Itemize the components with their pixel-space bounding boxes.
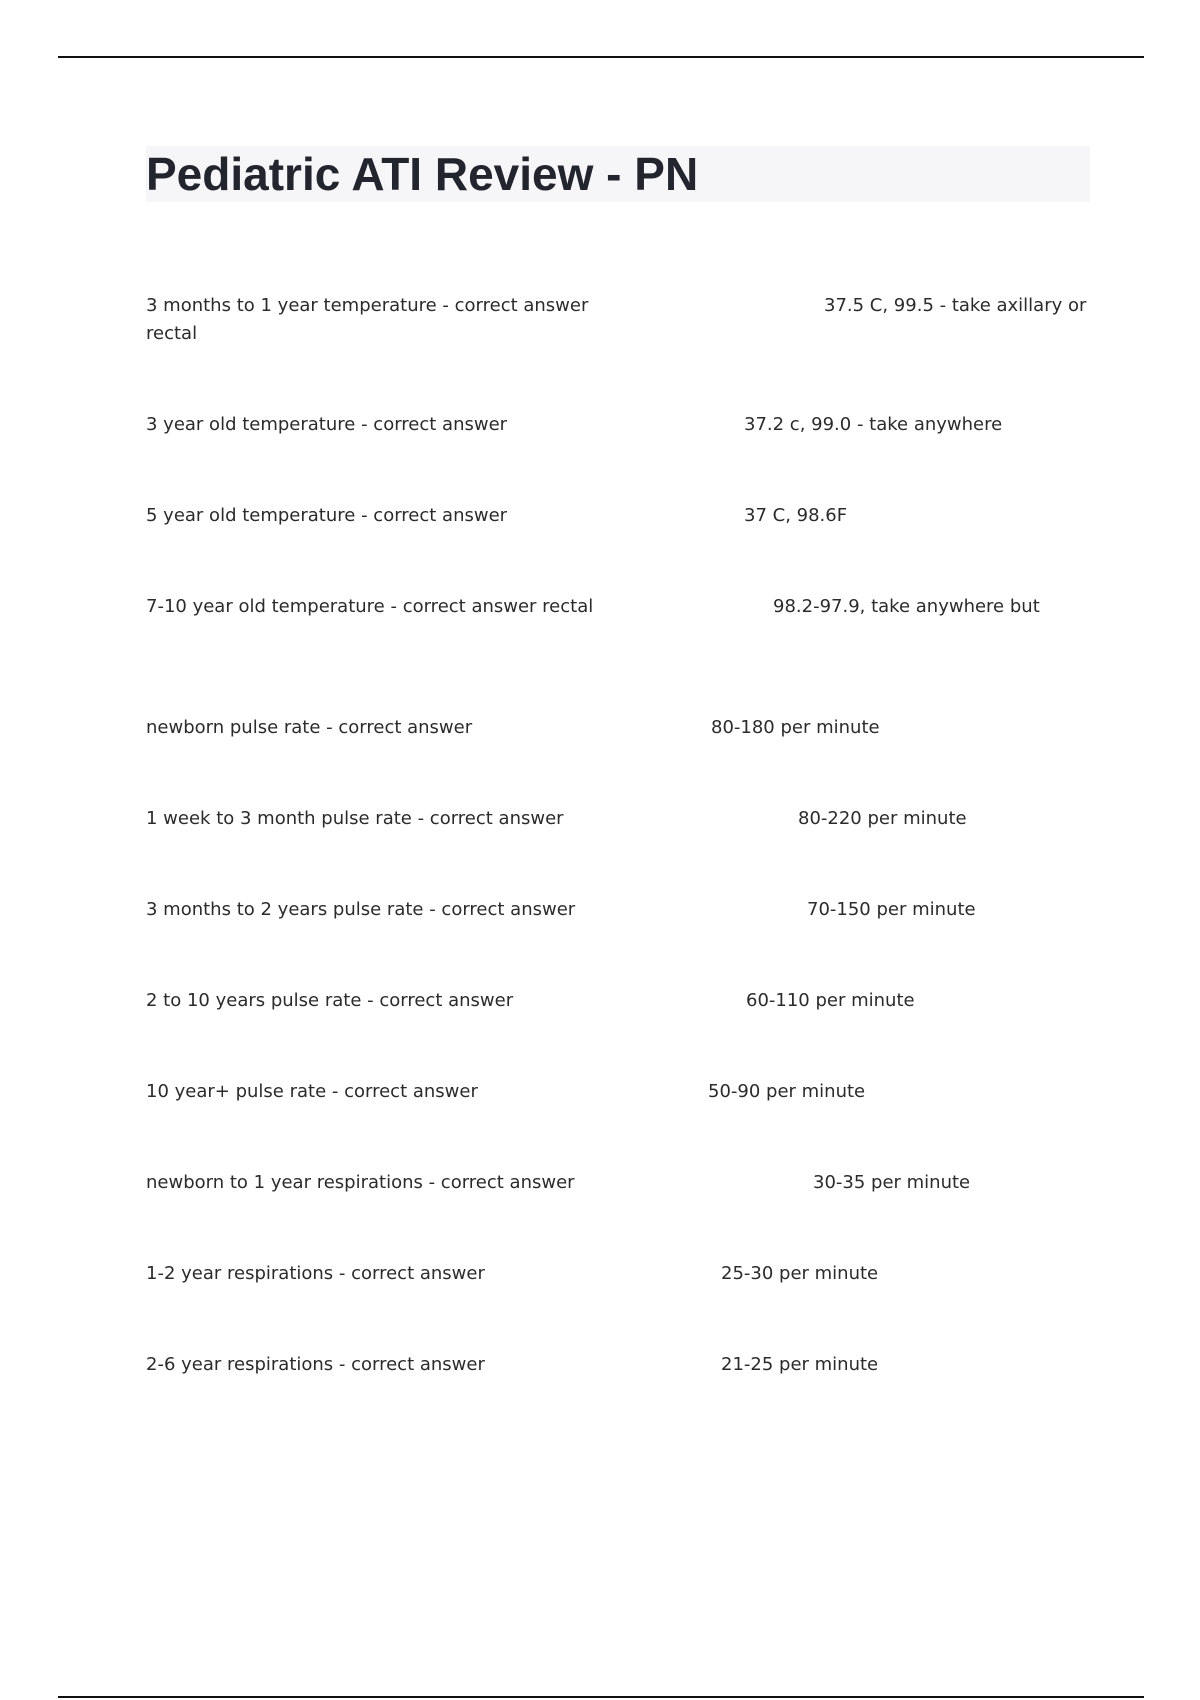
- qa-question: 1 week to 3 month pulse rate - correct answer: [146, 808, 564, 829]
- page-title: Pediatric ATI Review - PN: [146, 148, 699, 200]
- qa-answer: 98.2-97.9, take anywhere but: [773, 596, 1040, 617]
- qa-question: 3 months to 2 years pulse rate - correct answer: [146, 899, 576, 920]
- qa-question: 3 year old temperature - correct answer: [146, 414, 508, 435]
- qa-answer: 70-150 per minute: [807, 899, 976, 920]
- qa-question: 10 year+ pulse rate - correct answer: [146, 1081, 478, 1102]
- qa-answer: 50-90 per minute: [708, 1081, 866, 1102]
- qa-question: 1-2 year respirations - correct answer: [146, 1263, 485, 1284]
- qa-answer: 80-220 per minute: [798, 808, 967, 829]
- qa-answer: 37.2 c, 99.0 - take anywhere: [744, 414, 1003, 435]
- qa-answer: 37 C, 98.6F: [744, 505, 848, 526]
- qa-answer: 80-180 per minute: [711, 717, 880, 738]
- qa-answer: 37.5 C, 99.5 - take axillary or: [824, 295, 1087, 316]
- qa-question: 2-6 year respirations - correct answer: [146, 1354, 485, 1375]
- qa-question: 2 to 10 years pulse rate - correct answer: [146, 990, 514, 1011]
- qa-answer: 21-25 per minute: [721, 1354, 879, 1375]
- qa-answer: 60-110 per minute: [746, 990, 915, 1011]
- qa-question: 3 months to 1 year temperature - correct answer rectal: [146, 295, 589, 344]
- title-banner: [146, 146, 1090, 202]
- qa-question: 7-10 year old temperature - correct answer rectal: [146, 596, 594, 617]
- qa-answer: 25-30 per minute: [721, 1263, 879, 1284]
- qa-question: newborn to 1 year respirations - correct answer: [146, 1172, 575, 1193]
- qa-question: 5 year old temperature - correct answer: [146, 505, 508, 526]
- top-rule: [58, 56, 1144, 58]
- bottom-rule: [58, 1696, 1144, 1698]
- qa-question: newborn pulse rate - correct answer: [146, 717, 473, 738]
- qa-answer: 30-35 per minute: [813, 1172, 971, 1193]
